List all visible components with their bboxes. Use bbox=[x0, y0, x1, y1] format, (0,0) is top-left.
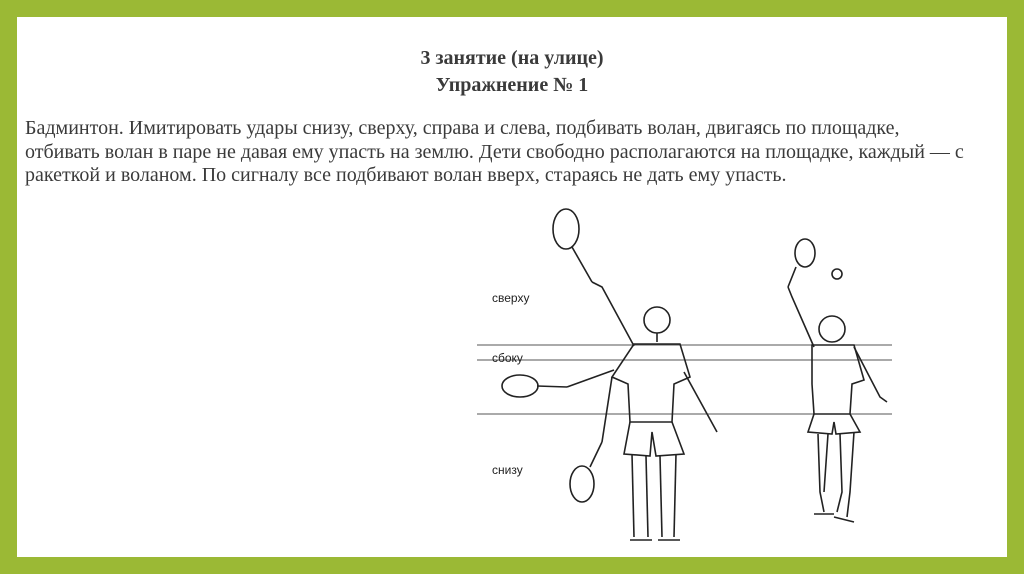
player-left bbox=[502, 209, 717, 540]
title-line-2: Упражнение № 1 bbox=[435, 74, 589, 96]
label-side: сбоку bbox=[492, 351, 523, 365]
label-top: сверху bbox=[492, 291, 530, 305]
title-line-1: 3 занятие (на улице) bbox=[420, 47, 604, 69]
slide-title bbox=[17, 45, 1007, 99]
player-right bbox=[788, 239, 887, 522]
slide bbox=[17, 17, 1007, 557]
label-bottom: снизу bbox=[492, 463, 523, 477]
badminton-illustration bbox=[462, 192, 932, 562]
body-paragraph: Бадминтон. Имитировать удары снизу, сверху, справа и слева, подбивать волан, двигаясь по площадке, отбивать волан в паре не давая ему упасть на землю. Дети свободно располагаются на площадке, каждый — с ракеткой и воланом. По сигналу все подбивают волан вверх, стараясь не дать ему упасть. bbox=[25, 117, 964, 186]
